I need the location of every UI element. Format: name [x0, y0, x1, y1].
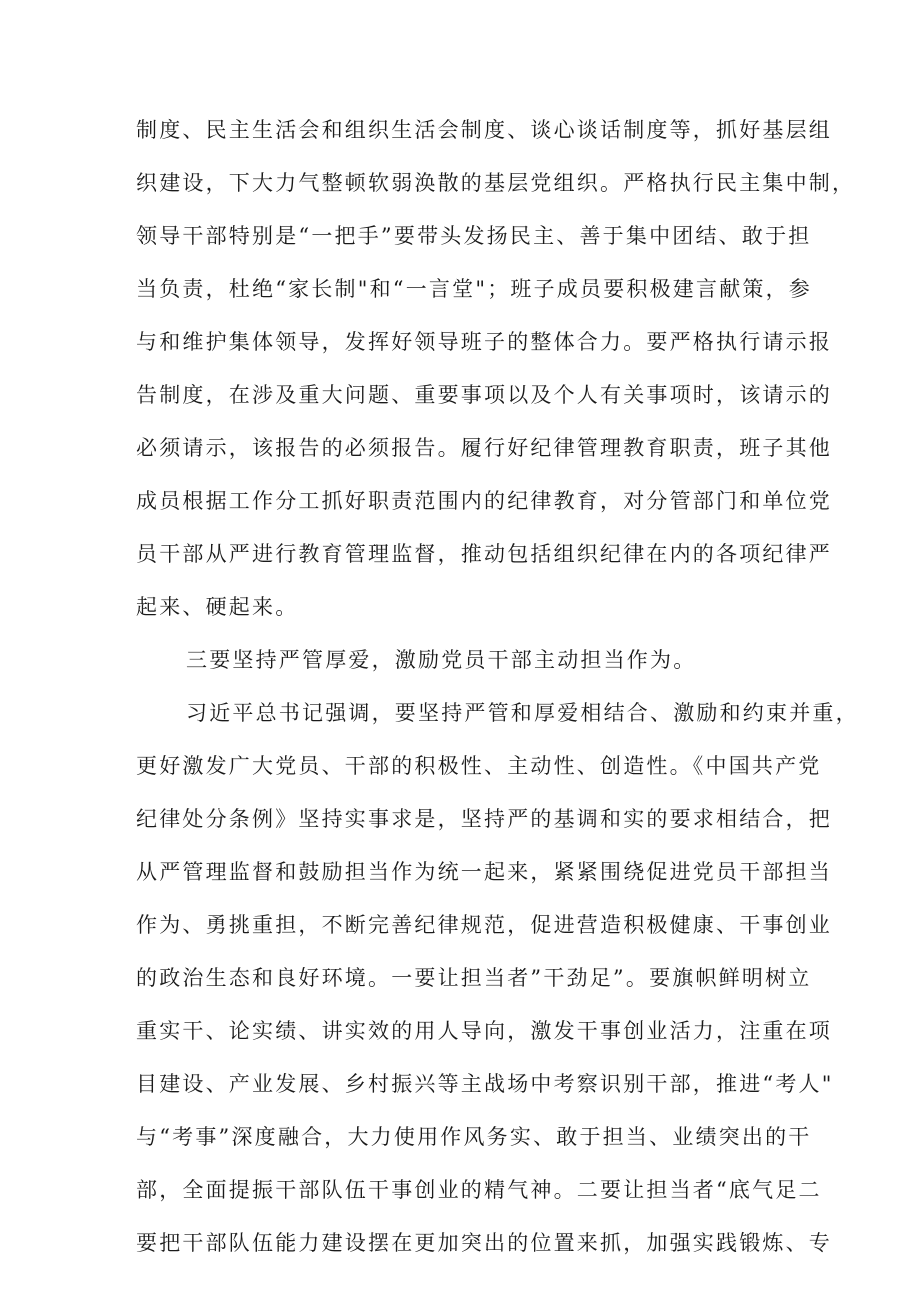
text-line: 要把干部队伍能力建设摆在更加突出的位置来抓，加强实践锻炼、专 — [136, 1231, 832, 1255]
text-line: 必须请示，该报告的必须报告。履行好纪律管理教育职责，班子其他 — [136, 436, 832, 460]
text-line: 与“考事”深度融合，大力使用作风务实、敢于担当、业绩突出的干 — [136, 1125, 812, 1149]
text-line: 告制度，在涉及重大问题、重要事项以及个人有关事项时，该请示的 — [136, 383, 832, 407]
text-line: 重实干、论实绩、讲实效的用人导向，激发干事创业活力，注重在项 — [136, 1019, 832, 1043]
text-line: 制度、民主生活会和组织生活会制度、谈心谈话制度等，抓好基层组 — [136, 118, 832, 142]
text-line: 更好激发广大党员、干部的积极性、主动性、创造性。《中国共产党 — [136, 754, 822, 778]
text-line: 与和维护集体领导，发挥好领导班子的整体合力。要严格执行请示报 — [136, 330, 832, 354]
text-line: 当负责，杜绝“家长制"和“一言堂"；班子成员要积极建言献策，参 — [136, 277, 812, 301]
text-line: 部，全面提振干部队伍干事创业的精气神。二要让担当者“底气足二 — [136, 1178, 822, 1202]
text-line: 成员根据工作分工抓好职责范围内的纪律教育，对分管部门和单位党 — [136, 489, 832, 513]
text-line: 员干部从严进行教育管理监督，推动包括组织纪律在内的各项纪律严 — [136, 542, 832, 566]
text-line: 目建设、产业发展、乡村振兴等主战场中考察识别干部，推进“考人" — [136, 1072, 834, 1096]
text-line: 起来、硬起来。 — [136, 595, 299, 619]
text-line: 作为、勇挑重担，不断完善纪律规范，促进营造积极健康、干事创业 — [136, 913, 832, 937]
section-heading: 三要坚持严管厚爱，激励党员干部主动担当作为。 — [186, 648, 697, 672]
text-line: 习近平总书记强调，要坚持严管和厚爱相结合、激励和约束并重， — [186, 701, 859, 725]
text-line: 从严管理监督和鼓励担当作为统一起来，紧紧围绕促进党员干部担当 — [136, 860, 832, 884]
text-line: 纪律处分条例》坚持实事求是，坚持严的基调和实的要求相结合，把 — [136, 807, 832, 831]
text-line: 的政治生态和良好环境。一要让担当者”干劲足”。要旗帜鲜明树立 — [136, 966, 812, 990]
text-line: 领导干部特别是“一把手”要带头发扬民主、善于集中团结、敢于担 — [136, 224, 812, 248]
text-line: 织建设，下大力气整顿软弱涣散的基层党组织。严格执行民主集中制， — [136, 171, 856, 195]
